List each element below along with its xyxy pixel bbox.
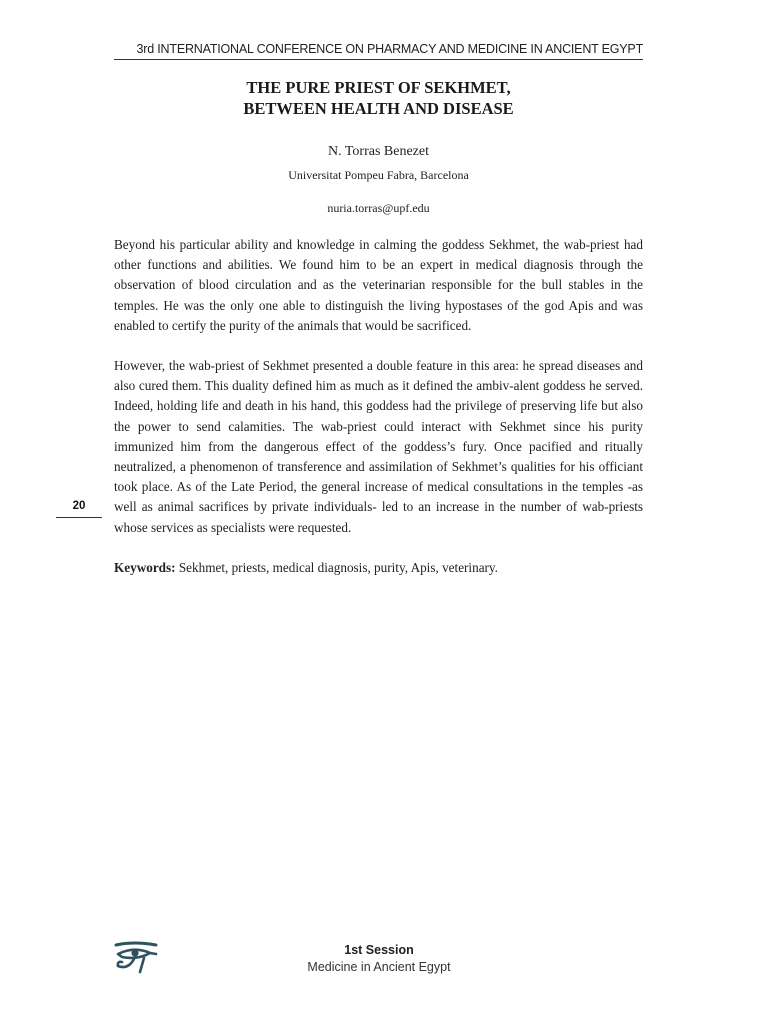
page-number: 20 <box>56 500 102 518</box>
author-email: nuria.torras@upf.edu <box>327 201 430 215</box>
keywords-label: Keywords: <box>114 559 176 575</box>
keywords-list: Sekhmet, priests, medical diagnosis, purity, Apis, veterinary. <box>175 559 498 575</box>
session-title: 1st Session <box>344 943 414 957</box>
session-topic: Medicine in Ancient Egypt <box>307 960 451 974</box>
abstract-paragraph-1: Beyond his particular ability and knowledge in calming the goddess Sekhmet, the wab-priest had other functions and abilities. We found him to be an expert in medical diagnosis through the observation of blood circulation and as the veterinarian responsible for the bull stables in the temples. He was the only one able to distinguish the living hypostases of the god Apis and was enabled to certify the purity of the animals that would be sacrificed. <box>114 237 643 333</box>
author-name: N. Torras Benezet <box>327 144 429 159</box>
article-title <box>114 77 643 119</box>
eye-of-horus-icon <box>114 940 158 974</box>
keywords <box>114 558 643 578</box>
abstract <box>114 235 643 598</box>
conference-header: 3rd INTERNATIONAL CONFERENCE ON PHARMACY AND MEDICINE IN ANCIENT EGYPT <box>114 42 643 60</box>
article-title-line-1: THE PURE PRIEST OF SEKHMET, <box>246 78 511 97</box>
abstract-paragraph-2: However, the wab-priest of Sekhmet presented a double feature in this area: he spread diseases and also cured them. This duality defined him as much as it defined the ambiv-alent goddess he served. Indeed, holding life and death in his hand, this goddess had the privilege of preserving life but also the power to send calamities. The wab-priest could interact with Sekhmet since his purity immunized him from the dangerous effect of the goddess’s fury. Once pacified and ritually neutralized, a phenomenon of transference and assimilation of Sekhmet’s qualities for his officiant took place. As of the Late Period, the general increase of medical consultations in the temples -as well as animal sacrifices by private individuals- led to an increase in the number of wab-priests whose services as specialists were requested. <box>114 358 643 535</box>
author-affiliation: Universitat Pompeu Fabra, Barcelona <box>288 168 469 182</box>
article-title-line-2: BETWEEN HEALTH AND DISEASE <box>243 99 514 118</box>
